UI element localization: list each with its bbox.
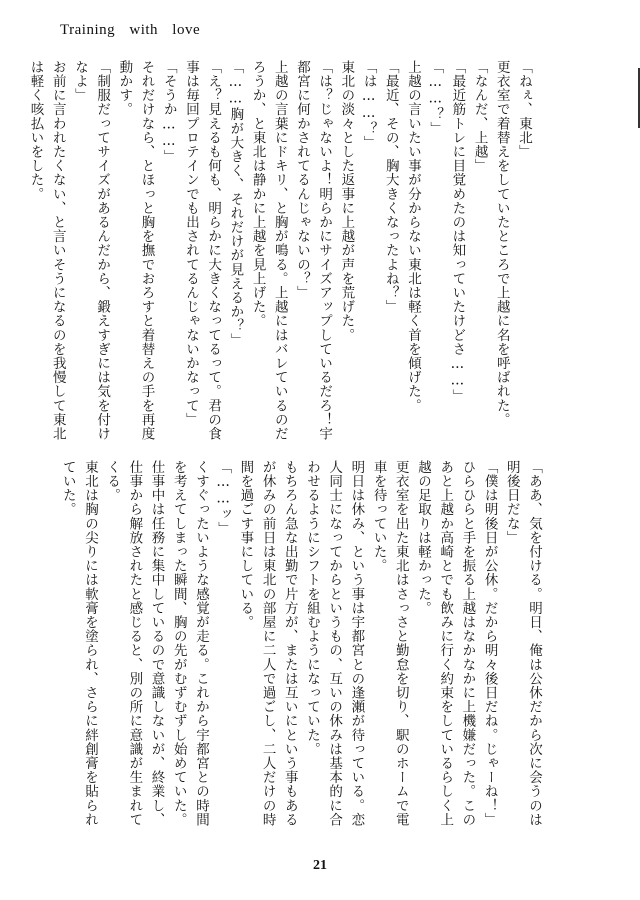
text-line: 明日は休み、という事は宇都宮との逢瀬が待っている。恋人同士になってからというもの、互いの休みは基本的に合わせるようにシフトを組むようになっていた。: [303, 460, 365, 827]
text-line: 「僕は明後日が公休。だから明々後日だね。じゃーね！」: [481, 460, 498, 827]
text-line: 「え？見えるも何も、明らかに大きくなってるって。君の食事は毎回プロテインでも出されてるんじゃないかなって」: [182, 60, 222, 441]
text-line: ひらひらと手を振る上越はなかなかに上機嫌だった。このあと上越か高崎とでも飲みに行く約束をしているらしく上越の足取りは軽かった。: [414, 460, 476, 827]
text-line: 東北の淡々とした返事に上越が声を荒げた。: [338, 60, 355, 342]
running-header: Training with love: [60, 22, 201, 38]
bottom-text-block: [57, 460, 545, 840]
text-line: 「ねぇ、東北」: [516, 60, 532, 159]
text-line: 上越の言葉にドキリ、と胸が鳴る。上越にはバレているのだろうか、と東北は静かに上越を見上げた。: [249, 60, 288, 441]
text-line: 「……？」: [427, 60, 444, 136]
text-line: 「最近筋トレに目覚めたのは知っていたけどさ……」: [449, 60, 466, 404]
text-line: 「制服だってサイズがあるんだから、鍛えすぎには気を付けなよ」: [71, 60, 111, 441]
text-line: もちろん急な出勤で片方が、または互いにという事もあるが休みの前日は東北の部屋に二人で過ごし、二人だけの時間を過ごす事にしている。: [237, 460, 298, 827]
text-line: お前に言われたくない、と言いそうになるのを我慢して東北は軽く咳払いをした。: [27, 60, 66, 441]
text-line: 「……ッ」: [215, 460, 232, 536]
text-line: 上越の言いたい事が分からない東北は軽く首を傾げた。: [404, 60, 421, 413]
text-line: 仕事中は任務に集中しているので意識しないが、終業し、仕事から解放されたと感じると、別の所に意識が生まれてくる。: [104, 460, 165, 827]
text-line: 「最近、その、胸大きくなったよね？」: [382, 60, 399, 314]
text-line: 「……胸が大きく、それだけが見えるか？」: [227, 60, 244, 347]
text-line: 東北は胸の尖りには軟膏を塗られ、さらに絆創膏を貼られていた。: [59, 460, 98, 827]
text-line: 更衣室を出た東北はさっさと勤怠を切り、駅のホームで電車を待っていた。: [370, 460, 409, 827]
text-line: くすぐったいような感覚が走る。これから宇都宮との時間を考えてしまった瞬間、胸の先がむずむずし始めていた。: [170, 460, 209, 827]
text-line: 「そうか……」: [160, 60, 177, 164]
top-text-block: [24, 60, 535, 445]
text-line: 「なんだ、上越」: [471, 60, 488, 173]
text-line: 更衣室で着替えをしていたところで上越に名を呼ばれた。: [493, 60, 510, 427]
page-number: 21: [313, 858, 327, 873]
text-line: それだけなら、とほっと胸を撫でおろすと着替えの手を再度動かす。: [116, 60, 155, 441]
text-line: 「ああ、気を付ける。明日、俺は公休だから次に会うのは明後日だな」: [503, 460, 542, 827]
text-line: 「は……？」: [360, 60, 377, 150]
text-line: 「は？じゃないよ！明らかにサイズアップしているだろ！宇都宮に何かされてるんじゃないの？」: [293, 60, 333, 441]
